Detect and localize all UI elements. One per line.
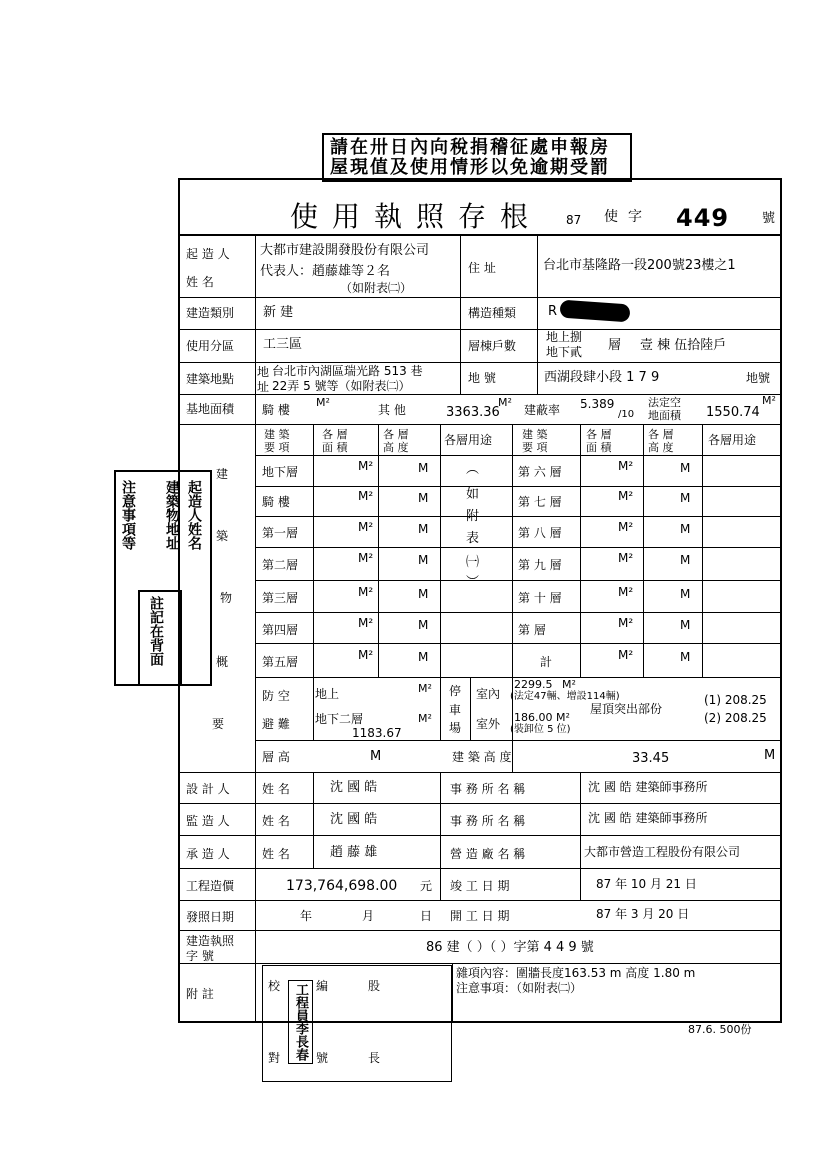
floor-right-3: 第 九 層 [518, 558, 562, 572]
coverage-label: 建蔽率 [524, 403, 561, 417]
floor-left-5: 第四層 [262, 623, 299, 637]
height-unit-0-6: M [418, 650, 429, 664]
height-unit-1-0: M [680, 461, 691, 475]
arcade-unit: M² [316, 396, 330, 409]
height-unit-0-3: M [418, 553, 429, 567]
area-unit-1-4: M² [618, 585, 634, 599]
roof-value-2: (2) 208.25 [704, 711, 767, 725]
area-unit-0-6: M² [358, 648, 374, 662]
supervisor-office-label: 事 務 所 名 稱 [450, 814, 526, 828]
supervisor-name-label: 姓 名 [262, 814, 290, 828]
use-note-3: 表 [466, 531, 480, 546]
open-value: 1550.74 [706, 405, 760, 420]
issue-label: 發照日期 [186, 910, 235, 924]
summary-side-5: 要 [212, 717, 225, 731]
summary-side-4: 概 [216, 655, 229, 669]
floor-right-6: 計 [540, 655, 553, 669]
height-unit-0-2: M [418, 522, 429, 536]
area-unit-0-3: M² [358, 551, 374, 565]
lot-label: 地 號 [468, 371, 496, 385]
zone-label: 使用分區 [186, 339, 235, 353]
hdr-area-1: 各 層 [322, 428, 348, 441]
bldg-height-unit: M [764, 748, 776, 763]
supervisor-office: 沈 國 皓 建築師事務所 [588, 811, 708, 825]
height-unit-1-6: M [680, 650, 691, 664]
applicant-company: 大都市建設開發股份有限公司 [260, 243, 430, 258]
shelter-above-unit: M² [418, 682, 432, 695]
stamp-fu: 股 [368, 979, 381, 993]
area-unit-1-1: M² [618, 489, 634, 503]
parking-outdoor-value: 186.00 [514, 711, 553, 724]
roof-label: 屋頂突出部份 [590, 702, 663, 716]
height-unit-0-4: M [418, 587, 429, 601]
notes-line-2: 注意事項：（如附表㈡） [456, 981, 583, 995]
start-label: 開 工 日 期 [450, 909, 510, 923]
designer-label: 設 計 人 [186, 782, 230, 796]
location-line-2: 22弄 5 號等（如附表㈡） [272, 379, 411, 393]
cost-unit: 元 [420, 879, 433, 893]
applicant-address: 台北市基隆路一段200號23樓之1 [543, 258, 736, 273]
hdr-item-r-2: 要 項 [522, 441, 548, 454]
issue-day: 日 [420, 909, 433, 923]
notes-line-1: 雜項內容：圍牆長度163.53 m 高度 1.80 m [456, 966, 696, 980]
left-notice-col-3: 注意事項等 [120, 480, 136, 550]
hdr-area-r-1: 各 層 [586, 428, 612, 441]
floor-right-4: 第 十 層 [518, 591, 562, 605]
lot-suffix: 地號 [746, 371, 771, 385]
parking-indoor-note: (法定47輛、增設114輛) [510, 691, 620, 702]
hdr-use: 各層用途 [444, 433, 493, 447]
floor-left-2: 第一層 [262, 526, 299, 540]
permit-label-2: 字 號 [186, 949, 214, 963]
coverage-value: 5.389 [580, 397, 615, 411]
designer-office-label: 事 務 所 名 稱 [450, 782, 526, 796]
shelter-below-unit: M² [418, 712, 432, 725]
height-unit-0-0: M [418, 461, 429, 475]
page-title: 使用執照存根 [290, 200, 543, 233]
issue-month: 月 [362, 909, 375, 923]
completion-label: 竣 工 日 期 [450, 879, 510, 893]
height-unit-0-1: M [418, 491, 429, 505]
arcade-label: 騎 樓 [262, 403, 290, 417]
floors-above: 地上捌 [546, 330, 583, 344]
floors-below: 地下貳 [546, 345, 583, 359]
area-unit-0-4: M² [358, 585, 374, 599]
use-note-2: 附 [466, 509, 480, 524]
open-label-1: 法定空 [648, 396, 681, 409]
left-notice-col-2: 建築物地址 [164, 480, 180, 550]
location-side-2: 址 [257, 380, 270, 394]
bldg-height-value: 33.45 [632, 751, 670, 766]
applicant-label-1: 起 造 人 [186, 247, 230, 261]
license-number: 449 [676, 204, 730, 232]
height-unit-1-4: M [680, 587, 691, 601]
floor-left-4: 第三層 [262, 591, 299, 605]
license-suffix: 號 [762, 211, 776, 226]
shelter-below-value: 1183.67 [352, 726, 402, 740]
parking-indoor-label: 室內 [476, 687, 501, 701]
build-type-value: 新 建 [263, 305, 294, 320]
lot-value: 西湖段肆小段 1 7 9 [544, 370, 660, 385]
permit-value: 86 建（ ）（ ）字第 4 4 9 號 [426, 940, 594, 955]
floor-right-5: 第 層 [518, 623, 546, 637]
contractor-office-label: 營 造 廠 名 稱 [450, 847, 526, 861]
hdr-item-1: 建 築 [264, 428, 290, 441]
location-label: 建築地點 [186, 372, 235, 386]
use-note-1: 如 [466, 487, 480, 502]
contractor-office: 大都市營造工程股份有限公司 [584, 845, 741, 859]
parking-outdoor-label: 室外 [476, 717, 501, 731]
notice-line-2: 屋現值及使用情形以免逾期受罰 [330, 157, 610, 178]
area-unit-1-3: M² [618, 551, 634, 565]
height-unit-1-3: M [680, 553, 691, 567]
area-unit-1-2: M² [618, 520, 634, 534]
height-unit-0-5: M [418, 618, 429, 632]
address-label: 住 址 [468, 261, 496, 275]
location-line-1: 台北市內湖區瑞光路 513 巷 [272, 364, 423, 378]
contractor-name-label: 姓 名 [262, 847, 290, 861]
use-note-4: ㈠ [466, 555, 480, 570]
height-unit-1-1: M [680, 491, 691, 505]
parking-label-2: 場 [449, 721, 462, 735]
notice-stamp [322, 133, 632, 182]
location-side-1: 地 [257, 365, 270, 379]
coverage-den: /10 [618, 409, 635, 420]
notice-line-1: 請在卅日內向稅捐稽征處申報房 [330, 137, 610, 158]
parking-indoor-value: 2299.5 [514, 678, 553, 691]
contractor-label: 承 造 人 [186, 847, 230, 861]
hdr-height-r-2: 高 度 [648, 441, 674, 454]
roof-value-1: (1) 208.25 [704, 693, 767, 707]
supervisor-name: 沈 國 皓 [330, 812, 378, 827]
floor-right-2: 第 八 層 [518, 526, 562, 540]
area-unit-1-6: M² [618, 648, 634, 662]
floor-right-1: 第 七 層 [518, 495, 562, 509]
build-type-label: 建造類別 [186, 306, 235, 320]
contractor-name: 趙 藤 雄 [330, 845, 378, 860]
parking-outdoor-note: (裝卸位 5 位) [510, 724, 571, 735]
applicant-rep-note: （如附表㈡） [340, 281, 413, 295]
summary-side-2: 築 [216, 529, 229, 543]
area-unit-1-0: M² [618, 459, 634, 473]
other-value: 3363.36 [446, 405, 500, 420]
open-label-2: 地面積 [648, 409, 681, 422]
floor-left-0: 地下層 [262, 465, 299, 479]
area-unit-1-5: M² [618, 616, 634, 630]
parking-label-1: 車 [449, 703, 462, 717]
area-unit-0-1: M² [358, 489, 374, 503]
unit-count: 壹 棟 伍拾陸戶 [640, 338, 727, 353]
hdr-area-2: 面 積 [322, 441, 348, 454]
license-type: 使字 [604, 209, 652, 225]
designer-name: 沈 國 皓 [330, 780, 378, 795]
small-number: 87 [566, 213, 582, 227]
site-label: 基地面積 [186, 402, 235, 416]
completion-date: 87 年 10 月 21 日 [596, 877, 697, 891]
parking-outdoor-unit: M² [556, 711, 570, 724]
structure-label: 構造種類 [468, 306, 517, 320]
use-note-0: ︵ [466, 462, 480, 477]
floor-right-0: 第 六 層 [518, 465, 562, 479]
hdr-item-2: 要 項 [264, 441, 290, 454]
notes-label: 附 註 [186, 987, 214, 1001]
stamp-zhang: 長 [368, 1051, 381, 1065]
height-unit-1-2: M [680, 522, 691, 536]
layer-height-label: 層 高 [262, 750, 290, 764]
floor-left-1: 騎 樓 [262, 495, 290, 509]
floor-left-6: 第五層 [262, 655, 299, 669]
use-note-5: ︶ [466, 575, 480, 590]
shelter-below: 地下二層 [315, 712, 364, 726]
supervisor-label: 監 造 人 [186, 814, 230, 828]
hdr-area-r-2: 面 積 [586, 441, 612, 454]
shelter-label-1: 防 空 [262, 689, 290, 703]
left-notice-col-1: 起造人姓名 [186, 480, 202, 550]
other-label: 其 他 [378, 403, 406, 417]
issue-year: 年 [300, 909, 313, 923]
floor-left-3: 第二層 [262, 558, 299, 572]
applicant-rep: 代表人：趙藤雄等２名 [260, 264, 391, 279]
stamp-engineer: 工程員李長春 [288, 980, 313, 1064]
zone-value: 工三區 [263, 337, 303, 352]
shelter-label-2: 避 難 [262, 717, 290, 731]
parking-indoor-unit: M² [562, 678, 576, 691]
hdr-item-r-1: 建 築 [522, 428, 548, 441]
hdr-use-r: 各層用途 [708, 433, 757, 447]
permit-label-1: 建造執照 [186, 934, 235, 948]
stamp-bian: 編 [316, 979, 329, 993]
applicant-label-2: 姓 名 [186, 275, 214, 289]
stamp-jiao: 校 [268, 979, 281, 993]
structure-value: R [548, 304, 558, 319]
area-unit-0-2: M² [358, 520, 374, 534]
bldg-height-label: 建 築 高 度 [452, 750, 512, 764]
floor-word: 層 [608, 338, 622, 353]
cost-label: 工程造價 [186, 879, 235, 893]
parking-label-0: 停 [449, 684, 462, 698]
layer-height-unit: M [370, 749, 382, 764]
other-unit: M² [498, 396, 512, 409]
hdr-height-2: 高 度 [383, 441, 409, 454]
area-unit-0-0: M² [358, 459, 374, 473]
area-unit-0-5: M² [358, 616, 374, 630]
hdr-height-r-1: 各 層 [648, 428, 674, 441]
open-unit: M² [762, 394, 776, 407]
floors-label: 層棟戶數 [468, 339, 517, 353]
stamp-hao: 號 [316, 1051, 329, 1065]
summary-side-1: 建 [216, 467, 229, 481]
print-note: 87.6. 500份 [688, 1023, 752, 1036]
stamp-dui: 對 [268, 1051, 281, 1065]
start-date: 87 年 3 月 20 日 [596, 907, 690, 921]
left-notice-col-4: 註記在背面 [148, 596, 164, 666]
summary-side-3: 物 [220, 591, 233, 605]
hdr-height-1: 各 層 [383, 428, 409, 441]
shelter-above: 地上 [315, 687, 340, 701]
designer-name-label: 姓 名 [262, 782, 290, 796]
cost-value: 173,764,698.00 [286, 878, 398, 894]
designer-office: 沈 國 皓 建築師事務所 [588, 780, 708, 794]
height-unit-1-5: M [680, 618, 691, 632]
